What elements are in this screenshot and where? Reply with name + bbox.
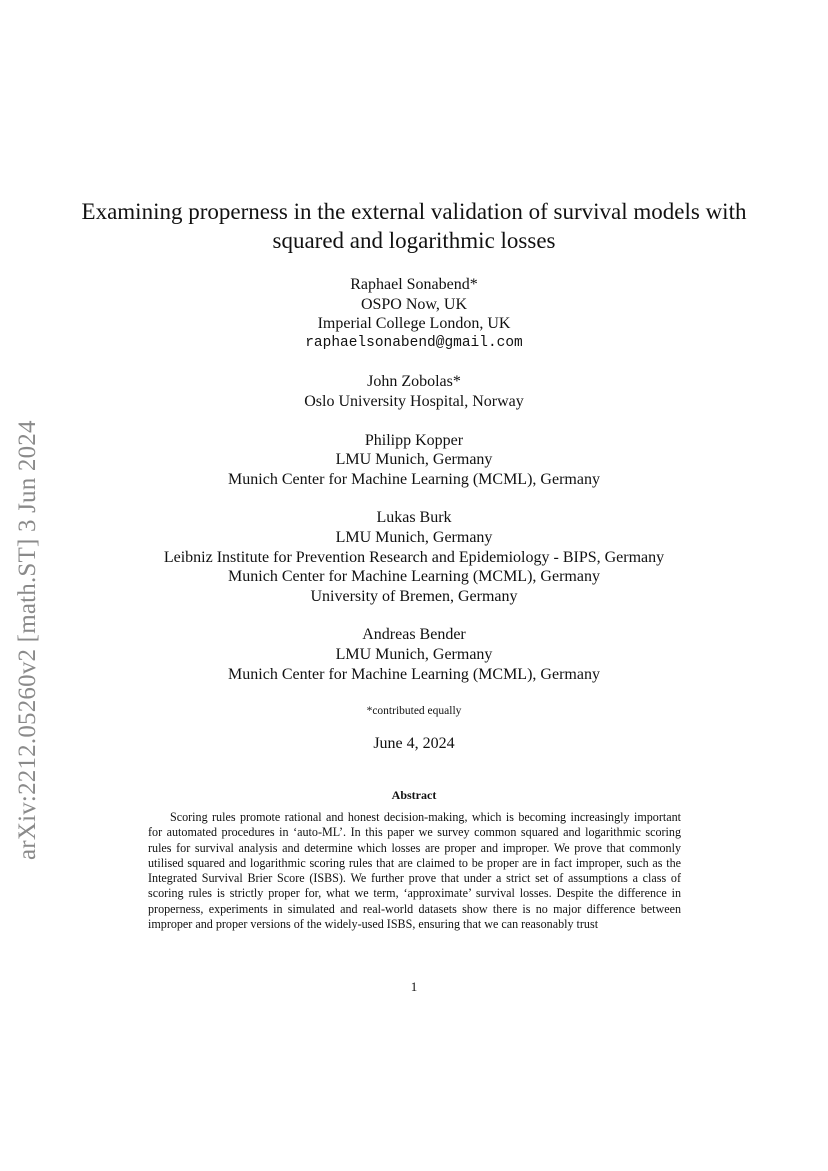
author-block [80,275,748,353]
author-list [80,275,748,703]
author-name: Raphael Sonabend* [350,276,478,293]
author-name: Lukas Burk [376,509,452,527]
author-block [80,625,748,684]
author-name: John Zobolas* [367,373,461,391]
author-affiliation: Oslo University Hospital, Norway [304,392,524,410]
author-affiliation: Leibniz Institute for Prevention Research and Epidemiology - BIPS, Germany [163,548,665,566]
paper-title: Examining properness in the external validation of survival models with squared and logarithmic losses [81,199,747,253]
publication-date: June 4, 2024 [373,735,455,752]
author-affiliation: OSPO Now, UK [360,295,468,313]
author-email[interactable]: raphaelsonabend@gmail.com [305,334,523,351]
author-block [80,508,748,606]
arxiv-identifier-stamp: arXiv:2212.05260v2 [math.ST] 3 Jun 2024 [14,420,41,860]
author-affiliation: Munich Center for Machine Learning (MCML), Germany [228,665,600,683]
author-affiliation: LMU Munich, Germany [335,528,493,546]
author-name: Philipp Kopper [364,431,464,449]
equal-contribution-footnote: *contributed equally [366,705,462,717]
author-block [80,431,748,490]
author-affiliation: LMU Munich, Germany [335,645,493,663]
abstract-heading: Abstract [391,788,437,802]
author-affiliation: Imperial College London, UK [317,315,511,333]
page-number: 1 [410,979,418,994]
abstract-text: Scoring rules promote rational and honest decision-making, which is becoming increasingly important for automated procedures in ‘auto-ML’. In this paper we survey common squared and logarithmic scoring rules for survival analysis and determine which losses are proper and improper. We prove that commonly utilised squared and logarithmic scoring rules that are claimed to be proper are in fact improper, such as the Integrated Survival Brier Score (ISBS). We further prove that under a strict set of assumptions a class of scoring rules is strictly proper for, what we term, ‘approximate’ survival losses. Despite the difference in properness, experiments in simulated and real-world datasets show there is no major difference between improper and proper versions of the widely-used ISBS, ensuring that we can reasonably trust [148,810,681,932]
author-affiliation: Munich Center for Machine Learning (MCML), Germany [228,568,600,586]
author-affiliation: Munich Center for Machine Learning (MCML), Germany [228,470,600,488]
author-affiliation: LMU Munich, Germany [335,451,493,469]
author-name: Andreas Bender [362,626,466,644]
author-block [80,372,748,411]
author-affiliation: University of Bremen, Germany [310,587,518,605]
